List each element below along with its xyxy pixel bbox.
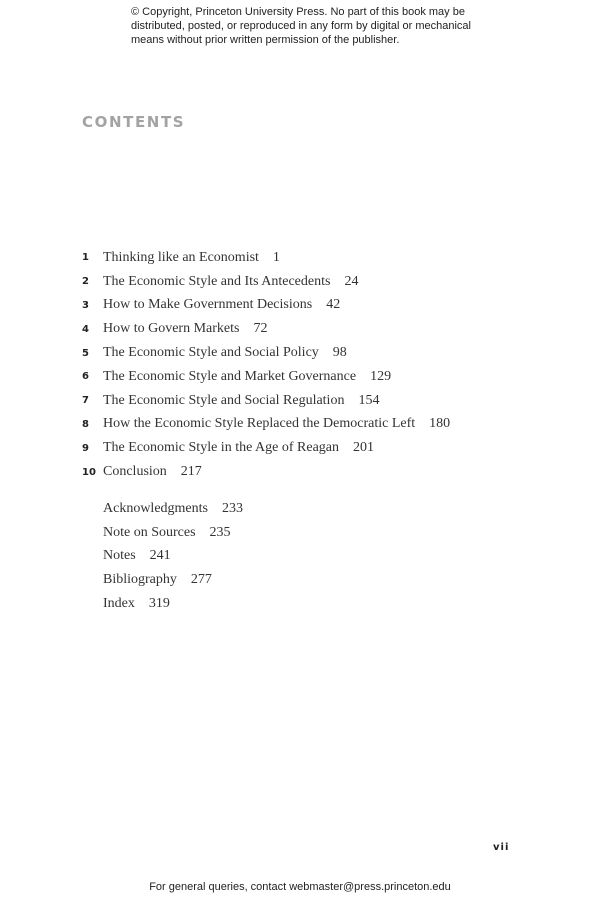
chapter-page: 154	[358, 392, 380, 408]
chapter-title: How the Economic Style Replaced the Democratic Left	[103, 416, 416, 432]
chapter-page: 1	[272, 249, 280, 265]
page-number: vii	[493, 842, 510, 853]
chapter-title: The Economic Style and Social Regulation	[103, 392, 345, 408]
chapter-number: 7	[82, 395, 89, 407]
chapter-title: The Economic Style and Social Policy	[103, 345, 319, 361]
toc-entry-chapter-7[interactable]	[82, 389, 532, 413]
section-title: Note on Sources	[103, 524, 196, 540]
chapter-number: 10	[82, 466, 96, 478]
page-title: CONTENTS	[82, 113, 186, 131]
chapter-title: The Economic Style and Market Governance	[103, 368, 357, 384]
footer-contact: For general queries, contact webmaster@press.princeton.edu	[149, 881, 451, 893]
chapter-page: 24	[344, 273, 359, 289]
chapter-page: 42	[326, 297, 341, 313]
chapter-title: The Economic Style and Its Antecedents	[103, 273, 331, 289]
toc-entry-chapter-2[interactable]	[82, 270, 532, 294]
chapter-number: 5	[82, 347, 89, 359]
section-page: 235	[209, 524, 231, 540]
chapter-page: 129	[370, 368, 392, 384]
chapter-number: 8	[82, 418, 89, 430]
section-page: 241	[149, 548, 171, 564]
toc-entry-chapter-5[interactable]	[82, 341, 532, 365]
chapter-page: 217	[180, 464, 202, 480]
toc-entry-bibliography[interactable]	[103, 568, 403, 592]
section-title: Index	[103, 596, 135, 612]
chapter-title: Thinking like an Economist	[103, 249, 259, 265]
toc-entry-note-on-sources[interactable]	[103, 521, 403, 545]
section-page: 277	[190, 572, 212, 588]
toc-entry-chapter-8[interactable]	[82, 413, 532, 437]
toc-entry-acknowledgments[interactable]	[103, 497, 403, 521]
chapter-page: 201	[353, 440, 374, 456]
chapter-number: 6	[82, 371, 89, 383]
chapter-page: 180	[429, 416, 451, 432]
toc-entry-chapter-9[interactable]	[82, 436, 532, 460]
chapter-page: 98	[332, 345, 347, 361]
chapter-title: The Economic Style in the Age of Reagan	[103, 440, 339, 456]
chapter-page: 72	[253, 321, 268, 337]
section-page: 319	[148, 596, 170, 612]
chapter-number: 1	[82, 252, 89, 264]
toc-entry-notes[interactable]	[103, 545, 403, 569]
chapter-number: 4	[82, 323, 89, 335]
toc-entry-chapter-6[interactable]	[82, 365, 532, 389]
section-title: Bibliography	[103, 572, 177, 588]
table-of-contents	[82, 246, 532, 484]
chapter-number: 3	[82, 299, 89, 311]
toc-entry-chapter-1[interactable]	[82, 246, 532, 270]
toc-entry-chapter-4[interactable]	[82, 317, 532, 341]
chapter-title: How to Govern Markets	[103, 321, 240, 337]
backmatter-list	[103, 497, 403, 616]
toc-entry-index[interactable]	[103, 592, 403, 616]
chapter-number: 2	[82, 276, 89, 288]
section-title: Acknowledgments	[103, 500, 208, 516]
section-title: Notes	[103, 548, 136, 564]
chapter-title: Conclusion	[103, 464, 167, 480]
chapter-title: How to Make Government Decisions	[103, 297, 313, 313]
section-page: 233	[221, 500, 243, 516]
chapter-number: 9	[82, 442, 89, 454]
toc-entry-chapter-10[interactable]	[82, 460, 532, 484]
copyright-notice: © Copyright, Princeton University Press. No part of this book may be distributed, posted, or reproduced in any form by digital or mechanical means without prior written permission of the publisher.	[131, 6, 471, 46]
toc-entry-chapter-3[interactable]	[82, 294, 532, 318]
